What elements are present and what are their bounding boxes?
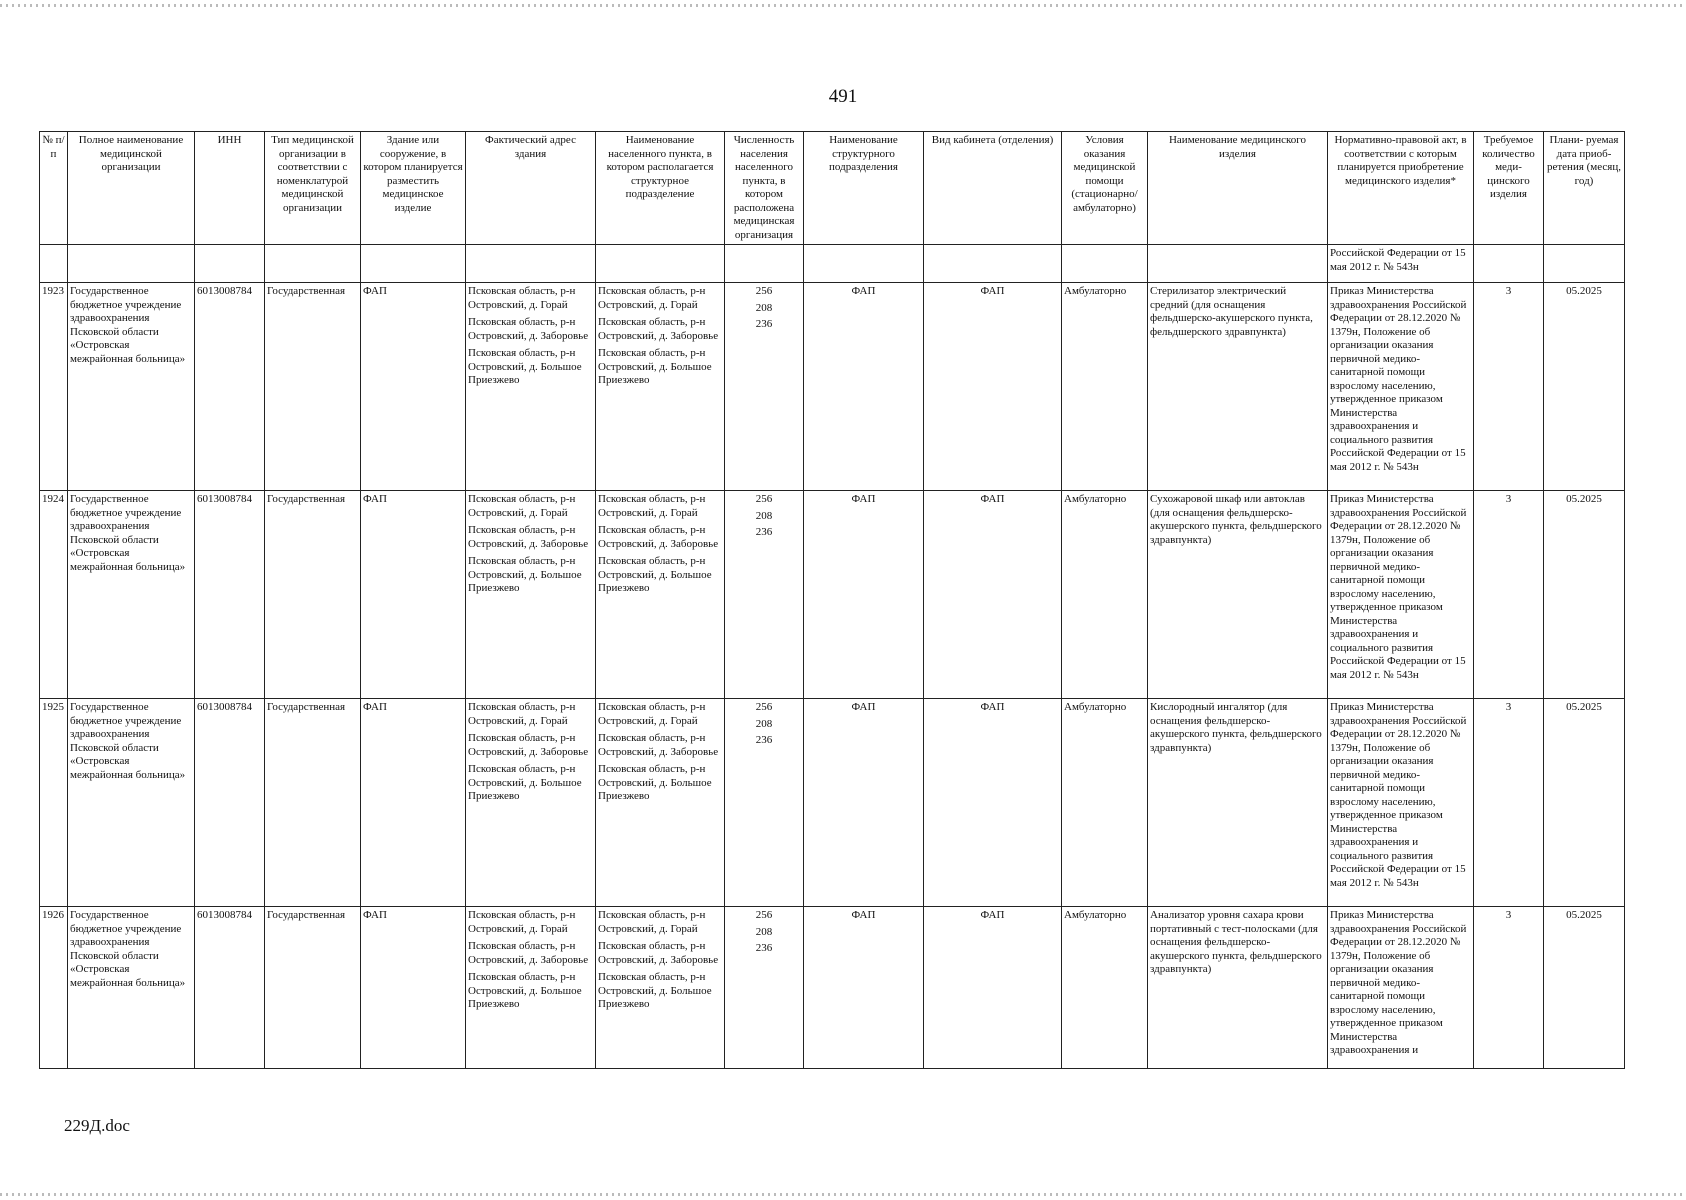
row-settlement [596, 699, 725, 907]
address-line: Псковская область, р-н Островский, д. Горай [468, 285, 576, 311]
header-num: № п/п [40, 132, 68, 245]
address-line: Псковская область, р-н Островский, д. Большое Приезжево [468, 555, 582, 594]
continuation-row [40, 245, 1625, 283]
header-act: Нормативно-правовой акт, в соответствии с которым планируется приобретение медицинского изделия* [1328, 132, 1474, 245]
row-population [725, 491, 804, 699]
row-date: 05.2025 [1544, 907, 1625, 1069]
header-type: Тип медицинской организации в соответствии с номенклатурой медицинской организации [265, 132, 361, 245]
header-org: Полное наименование медицинской организации [68, 132, 195, 245]
row-device: Анализатор уровня сахара крови портативный с тест-полосками (для оснащения фельдшерско-акушерского пункта, фельдшерского здравпункта) [1148, 907, 1328, 1069]
row-building: ФАП [361, 699, 466, 907]
header-date: Плани- руемая дата приоб- ретения (месяц, год) [1544, 132, 1625, 245]
address-line: Псковская область, р-н Островский, д. Заборовье [468, 732, 589, 758]
row-unit: ФАП [804, 283, 924, 491]
row-building: ФАП [361, 907, 466, 1069]
address-line: Псковская область, р-н Островский, д. Большое Приезжево [468, 971, 582, 1010]
header-settlement: Наименование населенного пункта, в котором располагается структурное подразделение [596, 132, 725, 245]
row-device: Сухожаровой шкаф или автоклав (для оснащения фельдшерско-акушерского пункта, фельдшерского здравпункта) [1148, 491, 1328, 699]
row-date: 05.2025 [1544, 699, 1625, 907]
row-cabinet: ФАП [924, 283, 1062, 491]
header-cabinet: Вид кабинета (отделения) [924, 132, 1062, 245]
settlement-line: Псковская область, р-н Островский, д. Заборовье [598, 940, 719, 966]
settlement-line: Псковская область, р-н Островский, д. Горай [598, 909, 706, 935]
row-qty: 3 [1474, 907, 1544, 1069]
row-conditions: Амбулаторно [1062, 907, 1148, 1069]
settlement-line: Псковская область, р-н Островский, д. Заборовье [598, 732, 719, 758]
settlement-line: Псковская область, р-н Островский, д. Большое Приезжево [598, 555, 712, 594]
header-qty: Требуемое количество меди- цинского изделия [1474, 132, 1544, 245]
population-value: 208 [755, 301, 773, 314]
continuation-act: Российской Федерации от 15 мая 2012 г. № 543н [1328, 245, 1474, 283]
population-value: 256 [755, 285, 773, 297]
settlement-line: Псковская область, р-н Островский, д. Большое Приезжево [598, 971, 712, 1010]
row-address [466, 907, 596, 1069]
row-act: Приказ Министерства здравоохранения Российской Федерации от 28.12.2020 № 1379н, Положение об организации оказания первичной медико-санитарной помощи взрослому населению, утвержденное приказом Министерства здравоохранения и социального развития Российской Федерации от 15 мая 2012 г. № 543н [1328, 699, 1474, 907]
scan-edge-bottom [0, 1193, 1686, 1196]
row-address [466, 283, 596, 491]
settlement-line: Псковская область, р-н Островский, д. Горай [598, 701, 706, 727]
population-value: 256 [755, 701, 773, 713]
row-conditions: Амбулаторно [1062, 699, 1148, 907]
row-qty: 3 [1474, 283, 1544, 491]
row-org: Государственное бюджетное учреждение здравоохранения Псковской области «Островская межрайонная больница» [68, 283, 195, 491]
header-conditions: Условия оказания медицинской помощи (стационарно/ амбулаторно) [1062, 132, 1148, 245]
header-address: Фактический адрес здания [466, 132, 596, 245]
row-inn: 6013008784 [195, 699, 265, 907]
row-cabinet: ФАП [924, 907, 1062, 1069]
row-address [466, 491, 596, 699]
row-org: Государственное бюджетное учреждение здравоохранения Псковской области «Островская межрайонная больница» [68, 907, 195, 1069]
address-line: Псковская область, р-н Островский, д. Большое Приезжево [468, 347, 582, 386]
row-address [466, 699, 596, 907]
settlement-line: Псковская область, р-н Островский, д. Заборовье [598, 524, 719, 550]
address-line: Псковская область, р-н Островский, д. Горай [468, 493, 576, 519]
page-number: 491 [828, 86, 858, 107]
population-value: 208 [755, 925, 773, 938]
settlement-line: Псковская область, р-н Островский, д. Большое Приезжево [598, 347, 712, 386]
population-value: 208 [755, 717, 773, 730]
row-building: ФАП [361, 283, 466, 491]
settlement-line: Псковская область, р-н Островский, д. Заборовье [598, 316, 719, 342]
header-building: Здание или сооружение, в котором планируется разместить медицинское изделие [361, 132, 466, 245]
row-settlement [596, 283, 725, 491]
row-unit: ФАП [804, 907, 924, 1069]
address-line: Псковская область, р-н Островский, д. Большое Приезжево [468, 763, 582, 802]
address-line: Псковская область, р-н Островский, д. Горай [468, 909, 576, 935]
population-value: 236 [755, 942, 773, 954]
row-date: 05.2025 [1544, 491, 1625, 699]
row-act: Приказ Министерства здравоохранения Российской Федерации от 28.12.2020 № 1379н, Положение об организации оказания первичной медико-санитарной помощи взрослому населению, утвержденное приказом Министерства здравоохранения и социального развития Российской Федерации от 15 мая 2012 г. № 543н [1328, 283, 1474, 491]
settlement-line: Псковская область, р-н Островский, д. Горай [598, 285, 706, 311]
row-settlement [596, 907, 725, 1069]
header-population: Численность населения населенного пункта, в котором расположена медицинская организация [725, 132, 804, 245]
settlement-line: Псковская область, р-н Островский, д. Большое Приезжево [598, 763, 712, 802]
header-unit: Наименование структурного подразделения [804, 132, 924, 245]
population-value: 208 [755, 509, 773, 522]
row-cabinet: ФАП [924, 699, 1062, 907]
equipment-table [39, 131, 1625, 1069]
scan-edge-top [0, 4, 1686, 7]
header-device: Наименование медицинского изделия [1148, 132, 1328, 245]
row-num: 1925 [40, 699, 68, 907]
row-inn: 6013008784 [195, 491, 265, 699]
row-inn: 6013008784 [195, 907, 265, 1069]
address-line: Псковская область, р-н Островский, д. Заборовье [468, 524, 589, 550]
row-population [725, 699, 804, 907]
population-value: 256 [755, 493, 773, 505]
row-act: Приказ Министерства здравоохранения Российской Федерации от 28.12.2020 № 1379н, Положение об организации оказания первичной медико-санитарной помощи взрослому населению, утвержденное приказом Министерства здравоохранения и социального развития Российской Федерации от 15 мая 2012 г. № 543н [1328, 491, 1474, 699]
row-settlement [596, 491, 725, 699]
address-line: Псковская область, р-н Островский, д. Заборовье [468, 316, 589, 342]
row-building: ФАП [361, 491, 466, 699]
population-value: 236 [755, 734, 773, 746]
row-date: 05.2025 [1544, 283, 1625, 491]
table-row [40, 283, 1625, 491]
table-row [40, 491, 1625, 699]
row-conditions: Амбулаторно [1062, 283, 1148, 491]
header-row [40, 132, 1625, 245]
row-unit: ФАП [804, 491, 924, 699]
row-population [725, 907, 804, 1069]
row-device: Стерилизатор электрический средний (для оснащения фельдшерско-акушерского пункта, фельдшерского здравпункта) [1148, 283, 1328, 491]
header-inn: ИНН [195, 132, 265, 245]
row-conditions: Амбулаторно [1062, 491, 1148, 699]
address-line: Псковская область, р-н Островский, д. Горай [468, 701, 576, 727]
row-type: Государственная [265, 491, 361, 699]
row-type: Государственная [265, 699, 361, 907]
row-device: Кислородный ингалятор (для оснащения фельдшерско-акушерского пункта, фельдшерского здравпункта) [1148, 699, 1328, 907]
population-value: 236 [755, 526, 773, 538]
row-qty: 3 [1474, 491, 1544, 699]
address-line: Псковская область, р-н Островский, д. Заборовье [468, 940, 589, 966]
row-act: Приказ Министерства здравоохранения Российской Федерации от 28.12.2020 № 1379н, Положение об организации оказания первичной медико-санитарной помощи взрослому населению, утвержденное приказом Министерства здравоохранения и [1328, 907, 1474, 1069]
population-value: 236 [755, 318, 773, 330]
row-org: Государственное бюджетное учреждение здравоохранения Псковской области «Островская межрайонная больница» [68, 699, 195, 907]
row-cabinet: ФАП [924, 491, 1062, 699]
population-value: 256 [755, 909, 773, 921]
row-qty: 3 [1474, 699, 1544, 907]
row-type: Государственная [265, 283, 361, 491]
table-row [40, 907, 1625, 1069]
row-num: 1926 [40, 907, 68, 1069]
row-num: 1924 [40, 491, 68, 699]
row-unit: ФАП [804, 699, 924, 907]
settlement-line: Псковская область, р-н Островский, д. Горай [598, 493, 706, 519]
row-type: Государственная [265, 907, 361, 1069]
row-population [725, 283, 804, 491]
footer-filename: 229Д.doc [64, 1116, 130, 1135]
row-inn: 6013008784 [195, 283, 265, 491]
table-row [40, 699, 1625, 907]
row-num: 1923 [40, 283, 68, 491]
row-org: Государственное бюджетное учреждение здравоохранения Псковской области «Островская межрайонная больница» [68, 491, 195, 699]
